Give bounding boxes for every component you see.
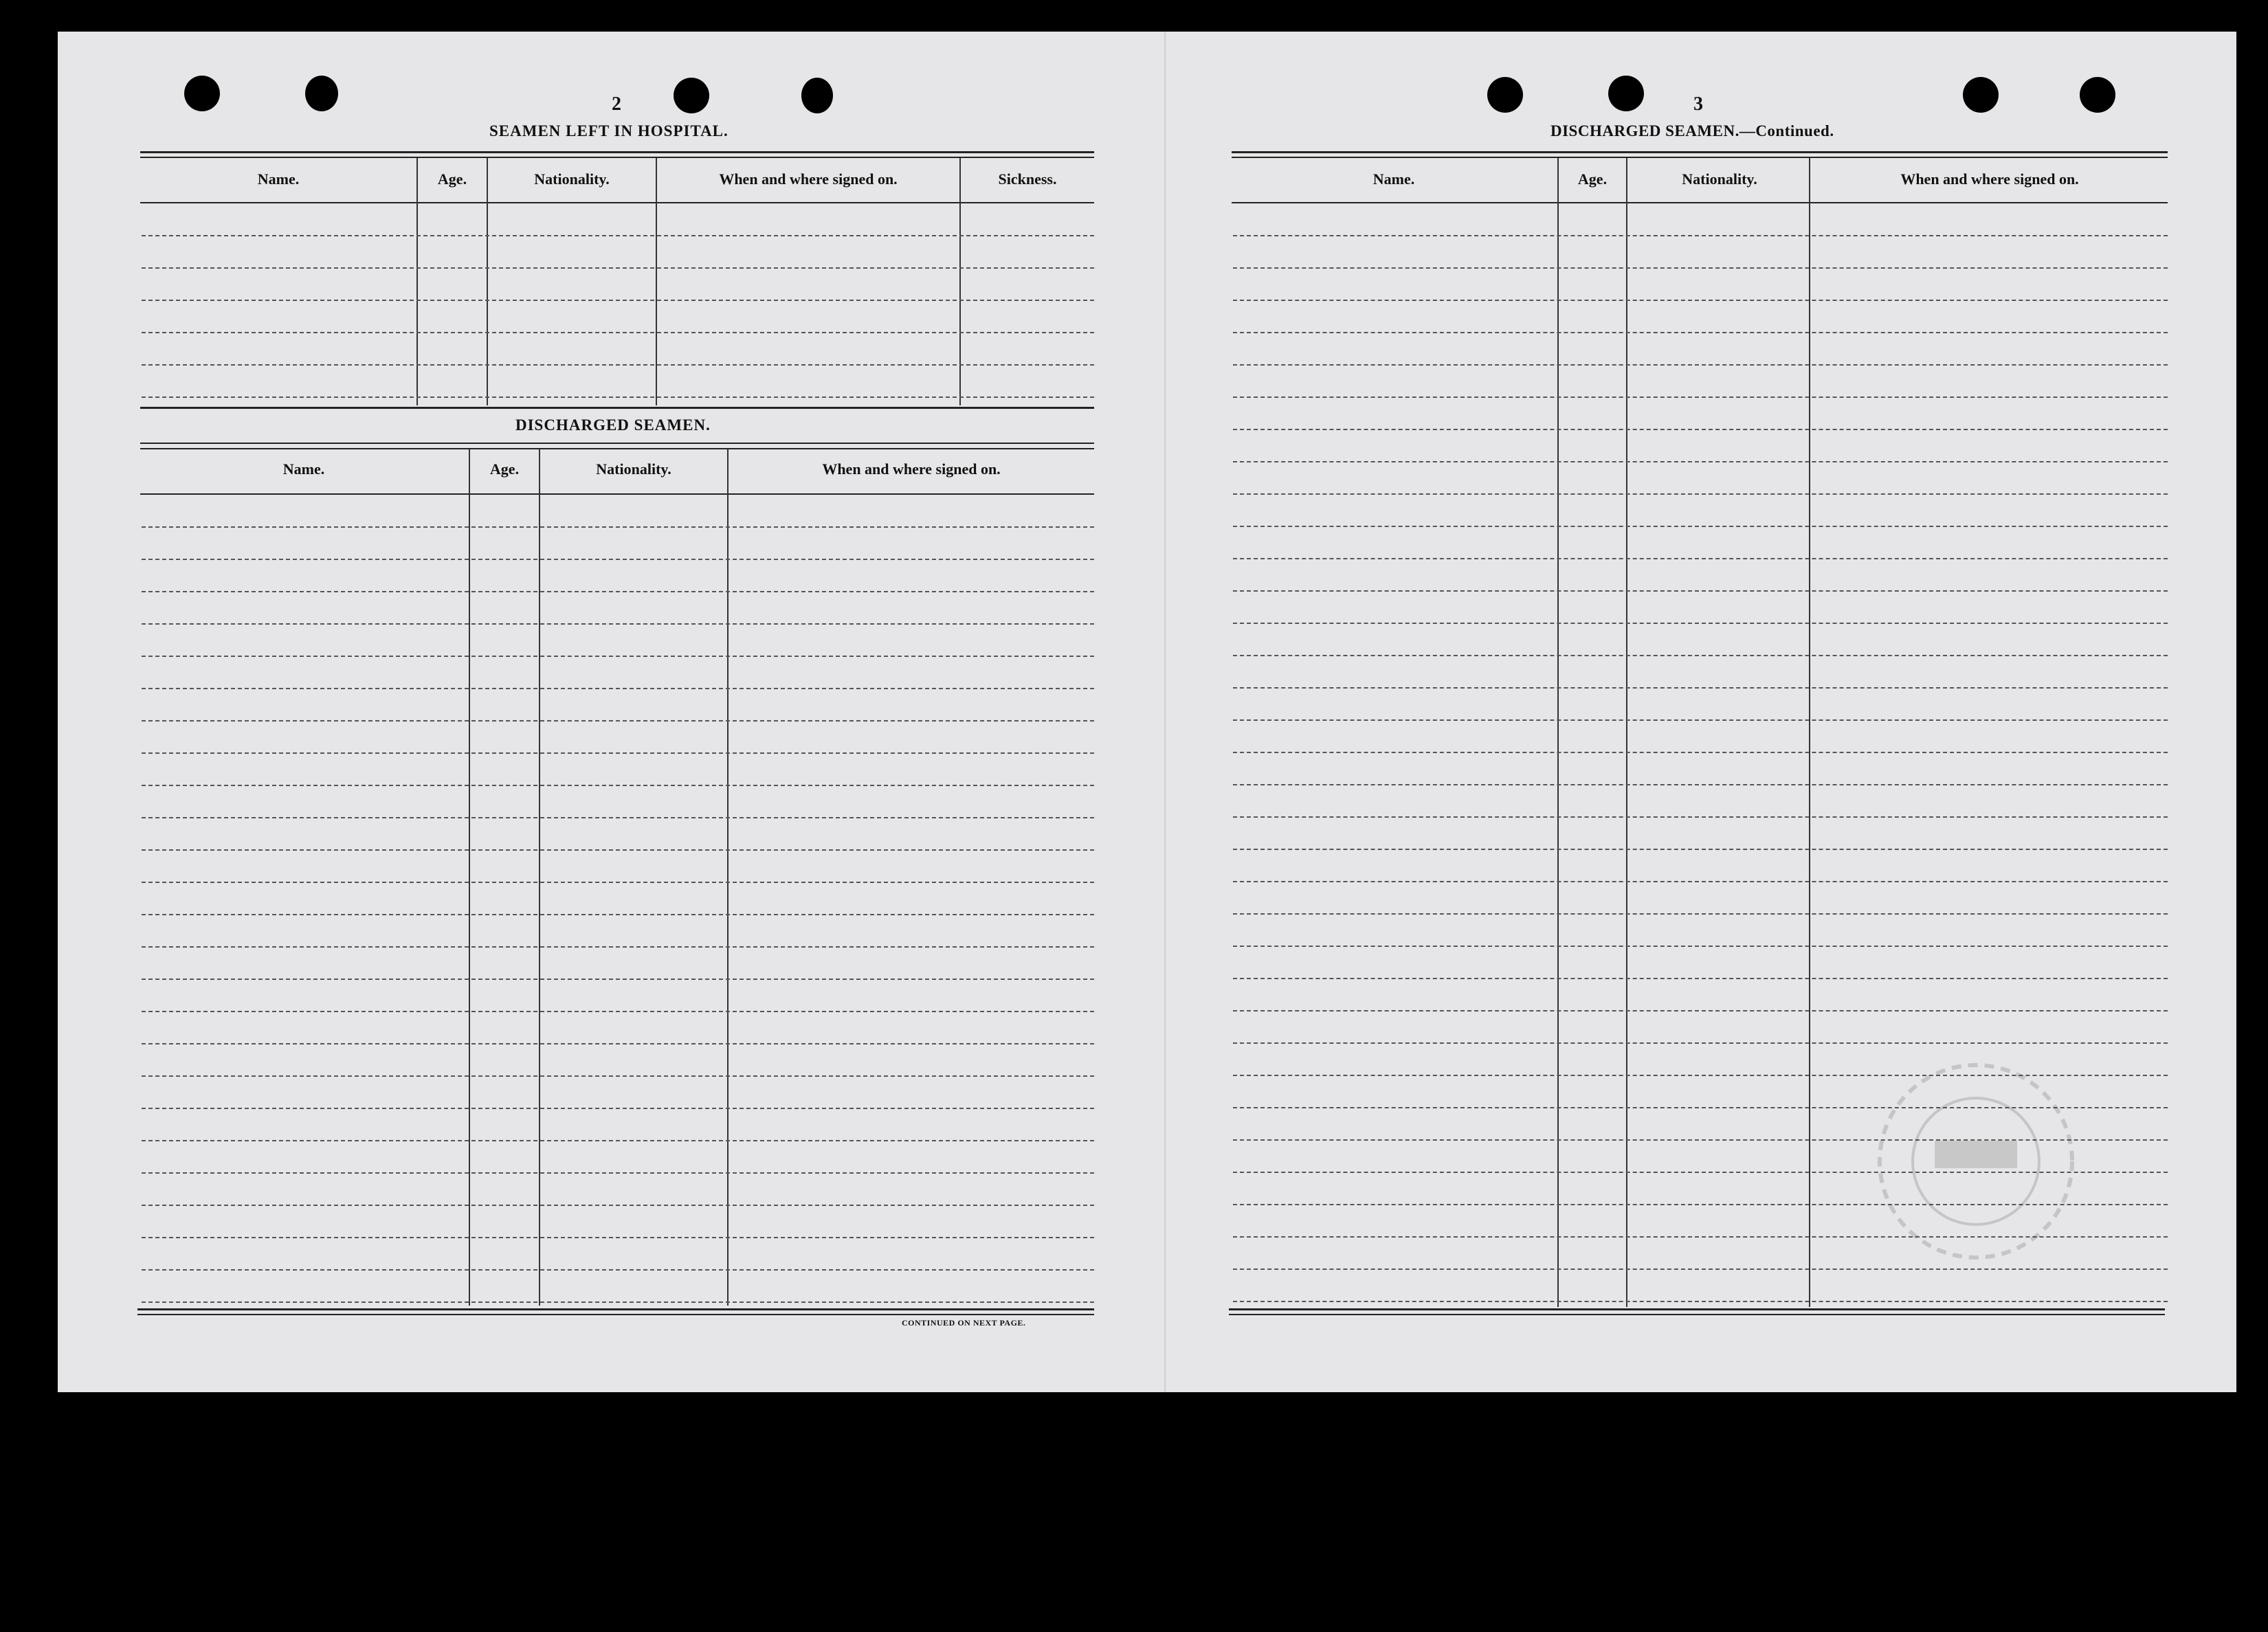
entry-line	[1233, 849, 2168, 850]
received-stamp	[1866, 1058, 2086, 1264]
entry-line	[142, 882, 1094, 883]
entry-line	[1233, 267, 2168, 269]
entry-line	[142, 1043, 1094, 1044]
section-rule	[140, 157, 1094, 158]
column-divider	[959, 158, 961, 405]
punch-hole	[1608, 76, 1644, 111]
column-header-name: Name.	[282, 460, 325, 478]
entry-line	[1233, 816, 2168, 818]
column-header-signed-on: When and where signed on.	[822, 460, 1001, 478]
header-rule	[140, 493, 1094, 495]
column-divider	[1809, 158, 1810, 1307]
punch-hole	[305, 76, 338, 111]
entry-line	[142, 364, 1094, 366]
entry-line	[1233, 752, 2168, 753]
header-rule	[140, 202, 1094, 203]
column-divider	[1626, 158, 1627, 1307]
entry-line	[1233, 1010, 2168, 1011]
entry-line	[1233, 558, 2168, 559]
column-divider	[487, 158, 488, 405]
entry-line	[142, 979, 1094, 980]
column-header-signed-on: When and where signed on.	[1900, 170, 2079, 188]
hospital-section-title: SEAMEN LEFT IN HOSPITAL.	[489, 122, 729, 139]
entry-line	[142, 656, 1094, 657]
entry-line	[142, 1140, 1094, 1141]
entry-line	[142, 396, 1094, 398]
entry-line	[142, 1011, 1094, 1012]
column-header-nationality: Nationality.	[1682, 170, 1757, 188]
entry-line	[1233, 235, 2168, 236]
bottom-rule	[1229, 1308, 2165, 1310]
punch-hole	[184, 76, 220, 111]
page-number: 3	[1693, 93, 1703, 115]
entry-line	[1233, 1268, 2168, 1270]
entry-line	[142, 1172, 1094, 1174]
entry-line	[142, 914, 1094, 915]
entry-line	[1233, 590, 2168, 592]
bottom-rule	[137, 1314, 1094, 1315]
column-header-signed-on: When and where signed on.	[719, 170, 898, 188]
entry-line	[1233, 396, 2168, 398]
entry-line	[142, 1237, 1094, 1238]
header-rule	[1232, 202, 2168, 203]
entry-line	[142, 1301, 1094, 1303]
entry-line	[142, 332, 1094, 333]
punch-hole	[801, 78, 833, 113]
page-fold	[1164, 32, 1166, 1392]
entry-line	[1233, 526, 2168, 527]
section-rule	[140, 448, 1094, 449]
column-header-age: Age.	[489, 460, 520, 478]
column-header-sickness: Sickness.	[998, 170, 1057, 188]
punch-hole	[1963, 77, 1999, 113]
column-header-name: Name.	[1372, 170, 1415, 188]
section-rule	[140, 443, 1094, 444]
entry-line	[142, 300, 1094, 301]
punch-hole	[2080, 77, 2115, 113]
column-header-age: Age.	[437, 170, 467, 188]
column-header-nationality: Nationality.	[534, 170, 610, 188]
discharged-section-title: DISCHARGED SEAMEN.	[515, 416, 711, 434]
column-header-name: Name.	[257, 170, 300, 188]
column-divider	[416, 158, 418, 405]
entry-line	[1233, 978, 2168, 979]
entry-line	[142, 623, 1094, 625]
entry-line	[1233, 655, 2168, 656]
section-rule	[140, 407, 1094, 409]
discharged-continued-title: DISCHARGED SEAMEN.—Continued.	[1550, 122, 1834, 139]
entry-line	[142, 817, 1094, 818]
entry-line	[1233, 946, 2168, 947]
entry-line	[142, 785, 1094, 786]
entry-line	[1233, 623, 2168, 624]
entry-line	[142, 267, 1094, 269]
entry-line	[1233, 784, 2168, 785]
entry-line	[1233, 719, 2168, 721]
column-divider	[1557, 158, 1559, 1307]
entry-line	[1233, 332, 2168, 333]
entry-line	[1233, 1301, 2168, 1302]
entry-line	[142, 1205, 1094, 1206]
punch-hole	[674, 78, 709, 113]
entry-line	[142, 1269, 1094, 1271]
column-header-age: Age.	[1577, 170, 1608, 188]
column-divider	[656, 158, 657, 405]
column-divider	[539, 449, 540, 1306]
entry-line	[142, 235, 1094, 236]
entry-line	[1233, 300, 2168, 301]
entry-line	[142, 752, 1094, 754]
entry-line	[142, 720, 1094, 722]
entry-line	[142, 946, 1094, 948]
entry-line	[1233, 1042, 2168, 1044]
entry-line	[1233, 364, 2168, 366]
punch-hole	[1487, 77, 1523, 113]
section-rule	[140, 151, 1094, 153]
entry-line	[1233, 687, 2168, 689]
entry-line	[1233, 913, 2168, 915]
section-rule	[1232, 157, 2168, 158]
column-divider	[469, 449, 470, 1306]
column-header-nationality: Nationality.	[596, 460, 671, 478]
entry-line	[142, 559, 1094, 560]
entry-line	[1233, 881, 2168, 882]
bottom-rule	[137, 1308, 1094, 1310]
entry-line	[142, 688, 1094, 689]
entry-line	[142, 526, 1094, 528]
entry-line	[1233, 429, 2168, 430]
entry-line	[142, 591, 1094, 592]
entry-line	[1233, 461, 2168, 462]
section-rule	[1232, 151, 2168, 153]
page-number: 2	[612, 93, 621, 115]
entry-line	[142, 849, 1094, 851]
bottom-rule	[1229, 1314, 2165, 1315]
entry-line	[142, 1108, 1094, 1109]
entry-line	[142, 1075, 1094, 1077]
entry-line	[1233, 493, 2168, 495]
column-divider	[727, 449, 729, 1306]
continued-note: CONTINUED ON NEXT PAGE.	[902, 1318, 1026, 1328]
